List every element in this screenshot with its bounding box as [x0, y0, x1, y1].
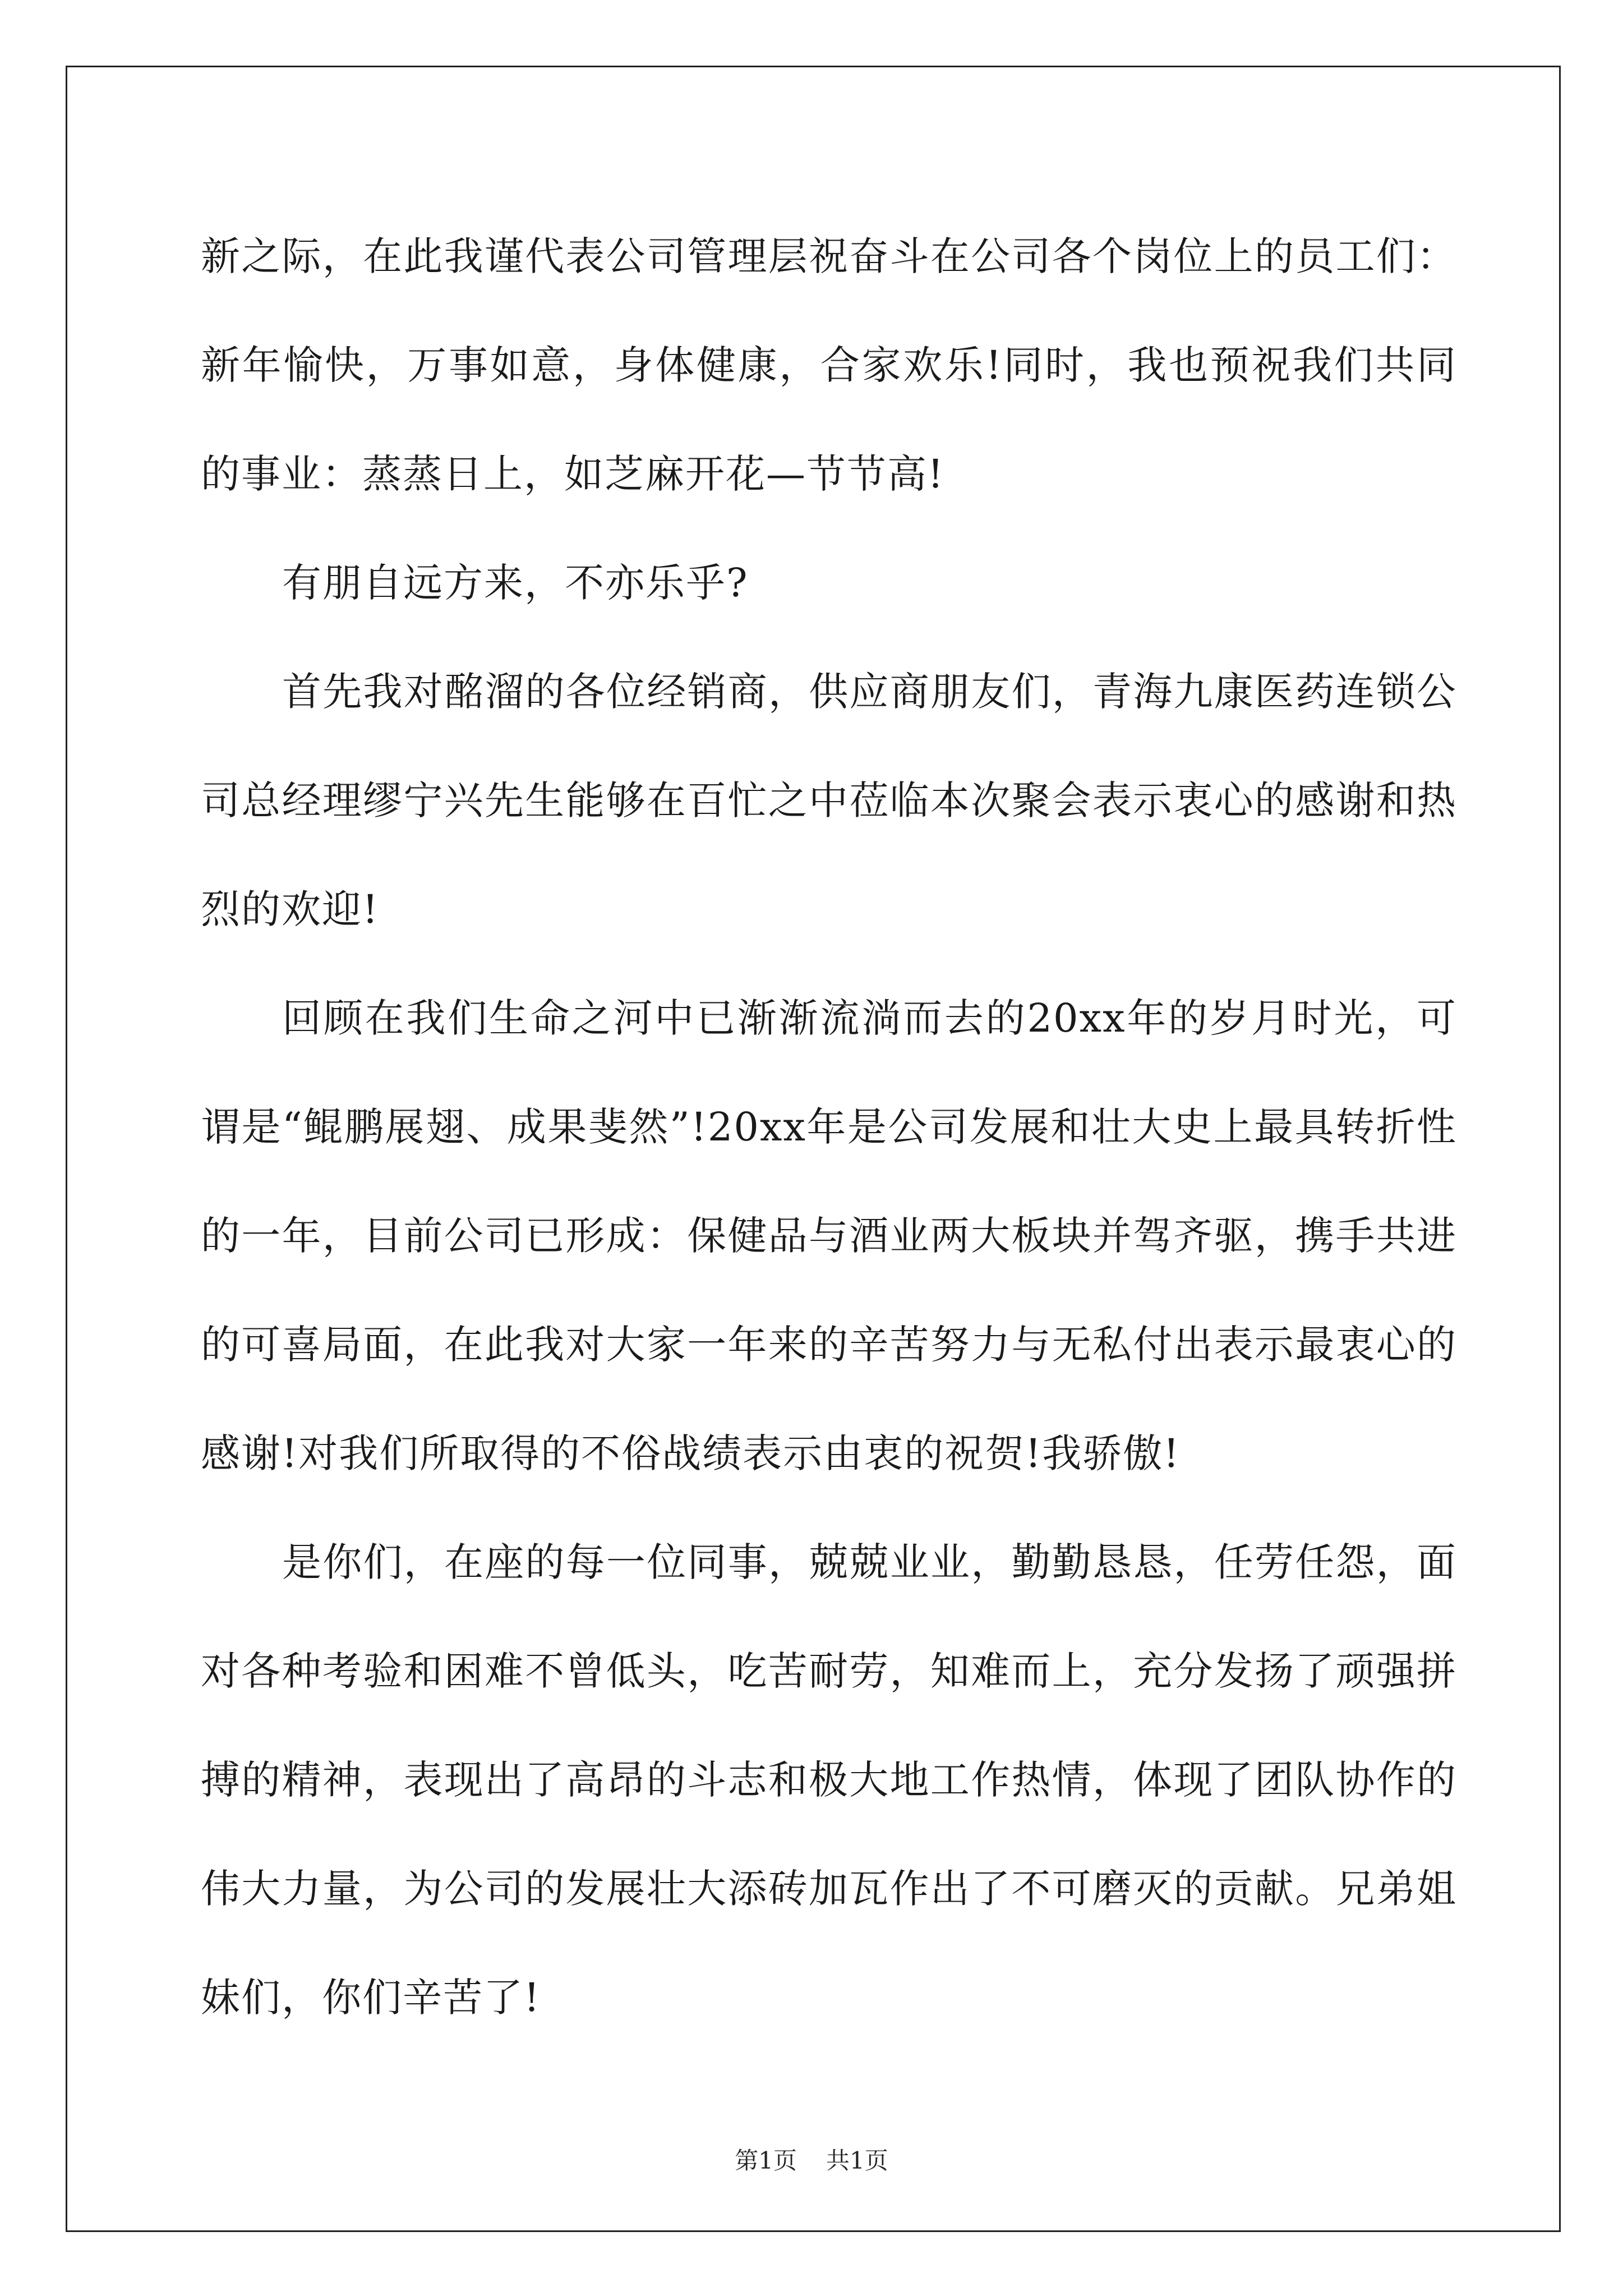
paragraph-welcome: 首先我对酩溜的各位经销商，供应商朋友们，青海九康医药连锁公司总经理缪宁兴先生能够在百忙之中莅临本次聚会表示衷心的感谢和热烈的欢迎!	[201, 669, 1457, 932]
document-body	[201, 202, 1457, 2052]
paragraph-quote: 有朋自远方来，不亦乐乎?	[282, 560, 749, 606]
page-footer	[0, 2144, 1623, 2178]
paragraph-thanks: 是你们，在座的每一位同事，兢兢业业，勤勤恳恳，任劳任怨，面对各种考验和困难不曾低头，吃苦耐劳，知难而上，充分发扬了顽强拼搏的精神，表现出了高昂的斗志和极大地工作热情，体现了团队协作的伟大力量，为公司的发展壮大添砖加瓦作出了不可磨灭的贡献。兄弟姐妹们，你们辛苦了!	[201, 1539, 1457, 2021]
paragraph-greeting: 新之际，在此我谨代表公司管理层祝奋斗在公司各个岗位上的员工们：新年愉快，万事如意，身体健康，合家欢乐!同时，我也预祝我们共同的事业：蒸蒸日上，如芝麻开花—节节高!	[201, 233, 1457, 497]
page-total: 共1页	[826, 2147, 888, 2174]
page-number: 第1页	[735, 2147, 797, 2174]
paragraph-review: 回顾在我们生命之河中已渐渐流淌而去的20xx年的岁月时光，可谓是“鲲鹏展翅、成果斐然”!20xx年是公司发展和壮大史上最具转折性的一年，目前公司已形成：保健品与酒业两大板块并驾齐驱，携手共进的可喜局面，在此我对大家一年来的辛苦努力与无私付出表示最衷心的感谢!对我们所取得的不俗战绩表示由衷的祝贺!我骄傲!	[201, 995, 1457, 1476]
